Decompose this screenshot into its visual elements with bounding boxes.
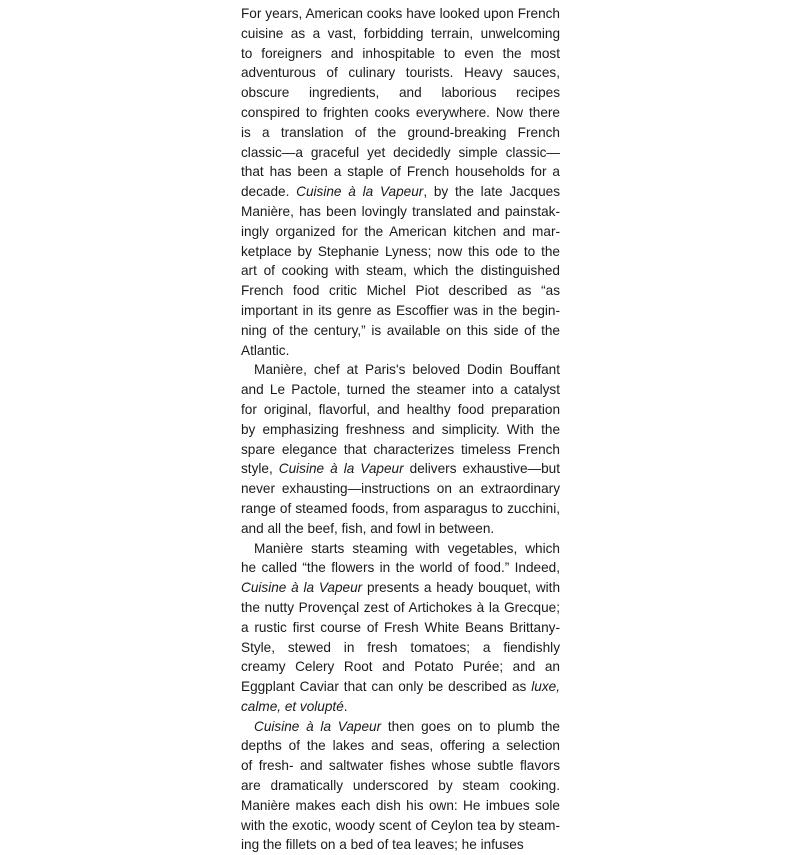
text-run: and Le Pactole, turned the steamer into a catalyst <box>241 382 560 398</box>
text-run: a rustic first course of Fresh White Beans Brittany- <box>241 619 560 635</box>
text-run: Manière makes each dish his own: He imbues sole <box>241 797 560 813</box>
text-run: he called “the flowers in the world of food.” Indeed, <box>241 560 560 576</box>
text-line <box>241 400 560 420</box>
text-run: important in its genre as Escoffier was in the begin- <box>241 302 560 318</box>
text-line <box>241 380 560 400</box>
text-line <box>241 479 560 499</box>
text-run: creamy Celery Root and Potato Purée; and an <box>241 659 560 675</box>
text-run: for original, flavorful, and healthy food preparation <box>241 401 560 417</box>
text-line <box>241 202 560 222</box>
text-line <box>241 222 560 242</box>
text-line <box>241 697 560 717</box>
text-line <box>241 816 560 836</box>
text-run: classic—a graceful yet decidedly simple classic— <box>241 144 560 160</box>
text-run: never exhausting—instructions on an extraordinary <box>241 481 560 497</box>
text-run: French food critic Michel Piot described as “as <box>241 283 560 299</box>
text-run: spare elegance that characterizes timeless French <box>241 441 560 457</box>
text-line <box>241 360 560 380</box>
text-run: style, <box>241 461 279 477</box>
text-line <box>241 756 560 776</box>
text-run: ning of the century,” is available on this side of the <box>241 322 560 338</box>
text-run: and all the beef, fish, and fowl in between. <box>241 520 495 536</box>
text-run: range of steamed foods, from asparagus to zucchini, <box>241 500 560 516</box>
text-run: , by the late Jacques <box>423 184 561 200</box>
text-run: by emphasizing freshness and simplicity. With the <box>241 421 560 437</box>
italic-title-text: luxe, <box>531 679 560 695</box>
text-line <box>241 301 560 321</box>
text-run: presents a heady bouquet, with <box>362 580 560 596</box>
italic-title-text: Cuisine à la Vapeur <box>254 718 382 734</box>
text-line <box>241 83 560 103</box>
paragraph <box>241 360 560 538</box>
text-line <box>241 796 560 816</box>
text-line <box>241 736 560 756</box>
text-run: ing the fillets on a bed of tea leaves; he infuses <box>241 837 524 853</box>
text-line <box>241 341 560 361</box>
text-line <box>241 63 560 83</box>
text-run: to foreigners and inhospitable to even the most <box>241 45 560 61</box>
paragraph <box>241 4 560 360</box>
text-line <box>241 281 560 301</box>
text-line <box>241 182 560 202</box>
text-run: decade. <box>241 184 297 200</box>
text-line <box>241 420 560 440</box>
text-line <box>241 578 560 598</box>
text-run: ingly organized for the American kitchen and mar- <box>241 223 560 239</box>
text-run: art of cooking with steam, which the distinguished <box>241 263 560 279</box>
text-line <box>241 261 560 281</box>
text-line <box>241 44 560 64</box>
text-run: the nutty Provençal zest of Artichokes à la Grecque; <box>241 599 560 615</box>
text-run: Style, stewed in fresh tomatoes; a fiendishly <box>241 639 560 655</box>
italic-title-text: Cuisine à la Vapeur <box>296 184 424 200</box>
text-line <box>241 4 560 24</box>
text-line <box>241 143 560 163</box>
text-run: Manière, chef at Paris's beloved Dodin Bouffant <box>254 362 560 378</box>
text-run: is a translation of the ground-breaking French <box>241 124 560 140</box>
paragraph <box>241 539 560 717</box>
text-line <box>241 657 560 677</box>
text-line <box>241 677 560 697</box>
italic-title-text: Cuisine à la Vapeur <box>278 461 404 477</box>
text-line <box>241 519 560 539</box>
text-run: then goes on to plumb the <box>381 718 560 734</box>
text-line <box>241 499 560 519</box>
paragraph <box>241 717 560 855</box>
italic-title-text: calme, et volupté <box>241 698 344 714</box>
text-line <box>241 717 560 737</box>
text-run: obscure ingredients, and laborious recipes <box>241 85 560 101</box>
text-run: conspired to frighten cooks everywhere. Now there <box>241 104 560 120</box>
text-line <box>241 24 560 44</box>
text-run: Manière starts steaming with vegetables, which <box>254 540 560 556</box>
text-run: Eggplant Caviar that can only be described as <box>241 679 532 695</box>
text-run: cuisine as a vast, forbidding terrain, unwelcoming <box>241 25 560 41</box>
text-run: are dramatically underscored by steam cooking. <box>241 778 560 794</box>
text-line <box>241 123 560 143</box>
text-line <box>241 638 560 658</box>
text-line <box>241 618 560 638</box>
text-line <box>241 440 560 460</box>
text-run: Manière, has been lovingly translated and painstak- <box>241 203 560 219</box>
text-run: For years, American cooks have looked upon French <box>241 6 560 21</box>
text-run: depths of the lakes and seas, offering a selection <box>241 738 560 754</box>
text-line <box>241 162 560 182</box>
italic-title-text: Cuisine à la Vapeur <box>241 580 363 596</box>
text-line <box>241 242 560 262</box>
text-line <box>241 459 560 479</box>
text-line <box>241 539 560 559</box>
text-run: delivers exhaustive—but <box>403 461 560 477</box>
text-run: with the exotic, woody scent of Ceylon tea by steam- <box>241 817 560 833</box>
article-text-column <box>241 4 560 855</box>
text-run: Atlantic. <box>241 342 290 358</box>
text-run: . <box>343 698 348 714</box>
text-line <box>241 776 560 796</box>
text-line <box>241 558 560 578</box>
text-line <box>241 103 560 123</box>
text-line <box>241 835 560 855</box>
text-run: of fresh- and saltwater fishes whose subtle flavors <box>241 758 560 774</box>
text-line <box>241 598 560 618</box>
text-run: adventurous of culinary tourists. Heavy sauces, <box>241 65 560 81</box>
text-run: that has been a staple of French households for a <box>241 164 560 180</box>
text-line <box>241 321 560 341</box>
text-run: ketplace by Stephanie Lyness; now this ode to the <box>241 243 560 259</box>
